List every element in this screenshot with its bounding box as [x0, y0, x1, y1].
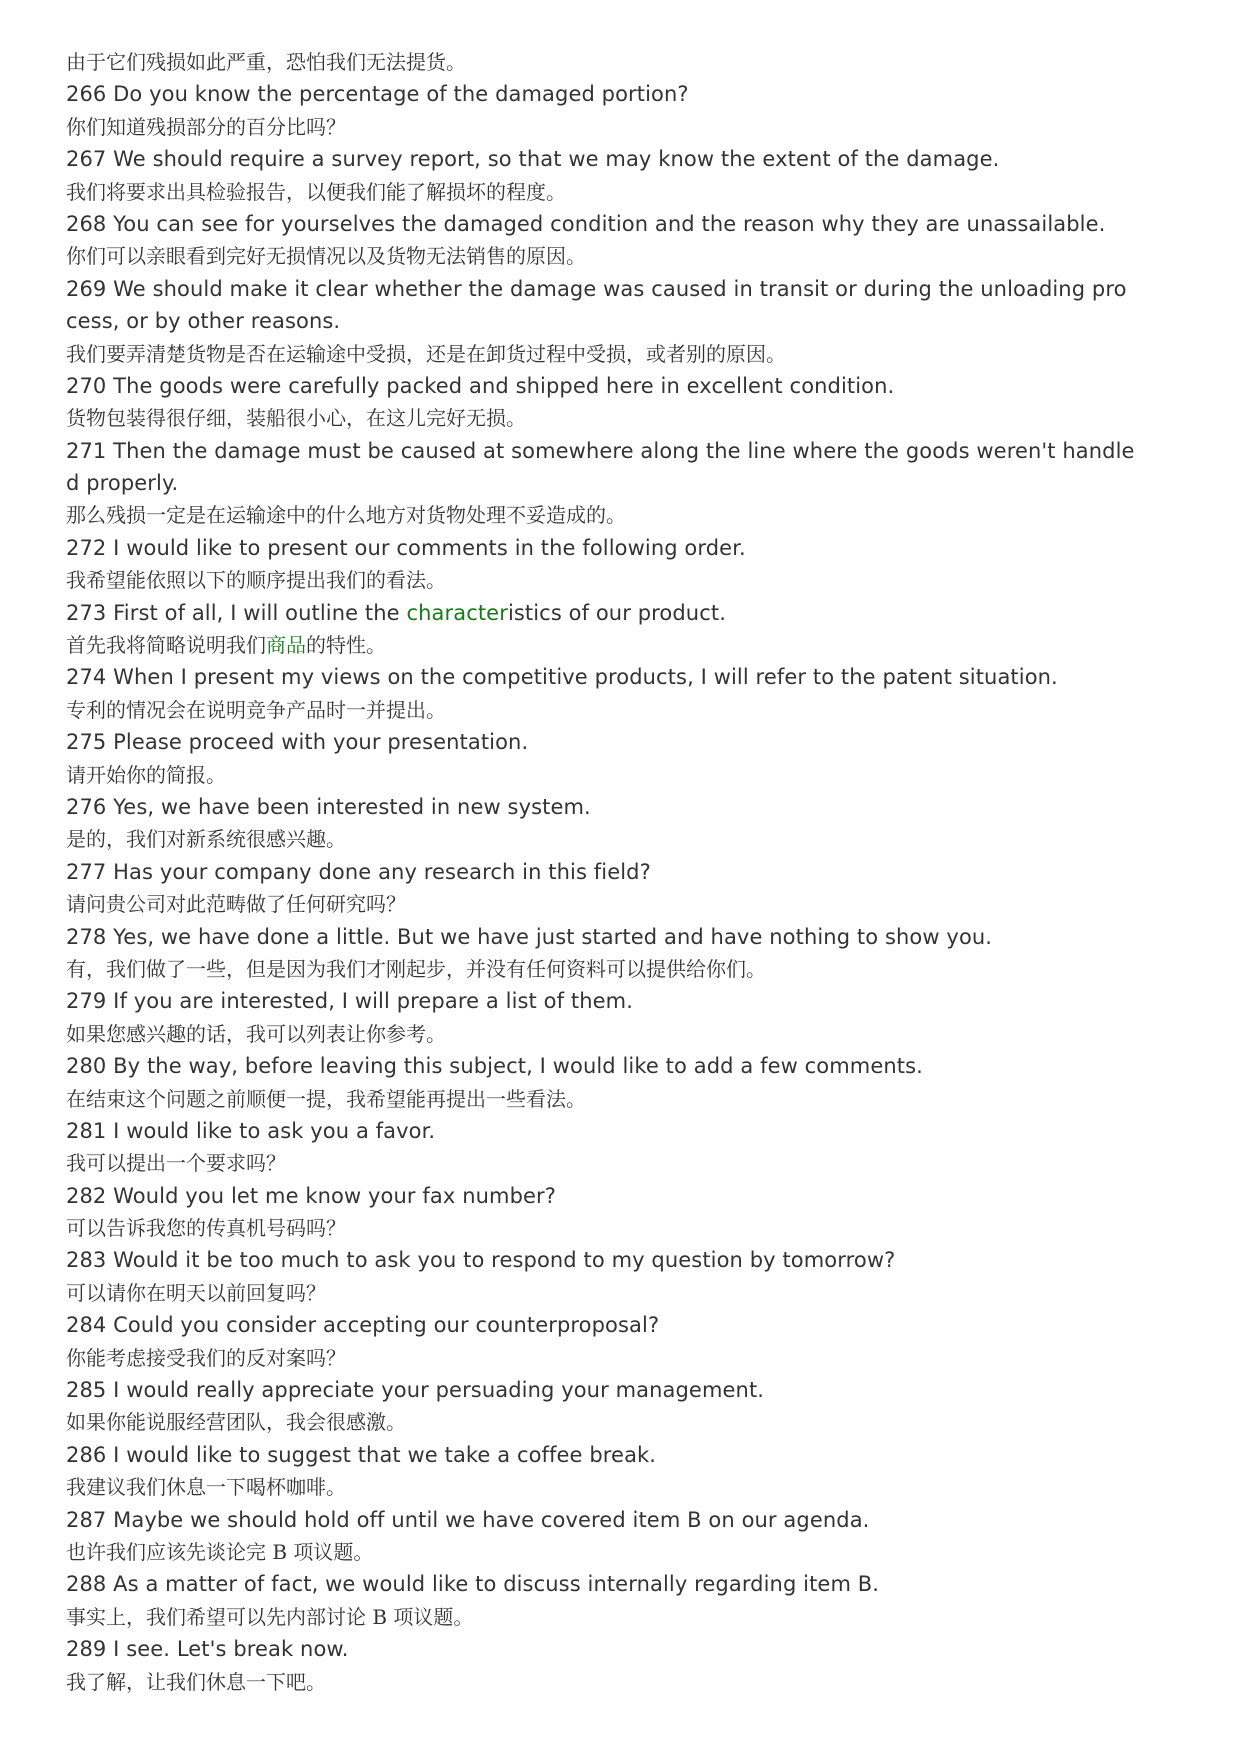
text-line-zh: 专利的情况会在说明竞争产品时一并提出。 — [66, 697, 446, 722]
highlighted-link-text[interactable]: 商品 — [266, 633, 306, 658]
text-segment: 273 First of all, I will outline the — [66, 600, 407, 625]
text-line-en: 282 Would you let me know your fax number? — [66, 1183, 556, 1208]
text-line-en: 286 I would like to suggest that we take a coffee break. — [66, 1442, 657, 1467]
text-line-zh: 我希望能依照以下的顺序提出我们的看法。 — [66, 568, 446, 593]
text-line-zh: 你们可以亲眼看到完好无损情况以及货物无法销售的原因。 — [66, 244, 586, 269]
text-line-en: 277 Has your company done any research in this field? — [66, 859, 651, 884]
text-line-zh: 你们知道残损部分的百分比吗？ — [66, 114, 346, 139]
document-page — [66, 46, 1186, 1698]
text-line-zh: 可以告诉我您的传真机号码吗？ — [66, 1216, 346, 1241]
text-line-zh: 货物包装得很仔细，装船很小心，在这儿完好无损。 — [66, 406, 526, 431]
text-line-en: 270 The goods were carefully packed and shipped here in excellent condition. — [66, 373, 895, 398]
text-line-en: 278 Yes, we have done a little. But we have just started and have nothing to show you. — [66, 924, 993, 949]
text-line-zh: 我建议我们休息一下喝杯咖啡。 — [66, 1475, 346, 1500]
text-line-zh: 如果你能说服经营团队，我会很感激。 — [66, 1410, 406, 1435]
text-line-en: 267 We should require a survey report, so that we may know the extent of the damage. — [66, 147, 1000, 172]
text-line-zh: 有，我们做了一些，但是因为我们才刚起步，并没有任何资料可以提供给你们。 — [66, 956, 766, 981]
text-line-en: 274 When I present my views on the competitive products, I will refer to the patent situation. — [66, 665, 1058, 690]
text-line-zh: 也许我们应该先谈论完 B 项议题。 — [66, 1539, 374, 1564]
text-line-en: 288 As a matter of fact, we would like to discuss internally regarding item B. — [66, 1572, 880, 1597]
text-line-en: 271 Then the damage must be caused at somewhere along the line where the goods weren't handle — [66, 438, 1135, 463]
text-line-zh: 我们将要求出具检验报告，以便我们能了解损坏的程度。 — [66, 179, 566, 204]
text-line-zh: 如果您感兴趣的话，我可以列表让你参考。 — [66, 1021, 446, 1046]
text-line-zh: 请问贵公司对此范畴做了任何研究吗？ — [66, 892, 406, 917]
text-line-en: 284 Could you consider accepting our counterproposal? — [66, 1313, 660, 1338]
text-line-en: 289 I see. Let's break now. — [66, 1637, 349, 1662]
text-line-en: d properly. — [66, 471, 179, 496]
text-line-zh: 是的，我们对新系统很感兴趣。 — [66, 827, 346, 852]
text-segment: 的特性。 — [306, 633, 386, 658]
text-line-zh: 在结束这个问题之前顺便一提，我希望能再提出一些看法。 — [66, 1086, 586, 1111]
text-segment: 首先我将简略说明我们 — [66, 633, 266, 658]
highlighted-link-text[interactable]: character — [406, 600, 508, 625]
text-line-en: 269 We should make it clear whether the damage was caused in transit or during the unloading pro — [66, 276, 1127, 301]
text-line-en: 276 Yes, we have been interested in new system. — [66, 794, 591, 819]
text-line-zh: 那么残损一定是在运输途中的什么地方对货物处理不妥造成的。 — [66, 503, 626, 528]
text-line-zh: 我了解，让我们休息一下吧。 — [66, 1669, 326, 1694]
text-line-zh: 你能考虑接受我们的反对案吗？ — [66, 1345, 346, 1370]
text-line-zh: 事实上，我们希望可以先内部讨论 B 项议题。 — [66, 1604, 474, 1629]
text-line-zh: 请开始你的简报。 — [66, 762, 226, 787]
text-line-en: 281 I would like to ask you a favor. — [66, 1118, 436, 1143]
text-line-zh — [66, 629, 1186, 661]
text-line-en: 279 If you are interested, I will prepare a list of them. — [66, 989, 633, 1014]
text-line-en: 280 By the way, before leaving this subject, I would like to add a few comments. — [66, 1054, 923, 1079]
text-line-zh: 可以请你在明天以前回复吗？ — [66, 1280, 326, 1305]
text-line-en: 287 Maybe we should hold off until we have covered item B on our agenda. — [66, 1507, 870, 1532]
text-segment: istics of our product. — [507, 600, 726, 625]
text-line-en: 268 You can see for yourselves the damaged condition and the reason why they are unassailable. — [66, 211, 1106, 236]
text-line-en — [66, 597, 1186, 629]
text-line-en: 283 Would it be too much to ask you to respond to my question by tomorrow? — [66, 1248, 896, 1273]
text-line-en: 272 I would like to present our comments in the following order. — [66, 535, 746, 560]
text-line-zh: 由于它们残损如此严重，恐怕我们无法提货。 — [66, 50, 466, 74]
text-line-zh: 我可以提出一个要求吗？ — [66, 1151, 286, 1176]
text-line-zh: 我们要弄清楚货物是否在运输途中受损，还是在卸货过程中受损，或者别的原因。 — [66, 341, 786, 366]
text-line-en: 275 Please proceed with your presentation. — [66, 730, 529, 755]
text-line-en: cess, or by other reasons. — [66, 309, 341, 334]
text-line-en: 285 I would really appreciate your persuading your management. — [66, 1378, 765, 1403]
text-line-en: 266 Do you know the percentage of the damaged portion? — [66, 82, 689, 107]
